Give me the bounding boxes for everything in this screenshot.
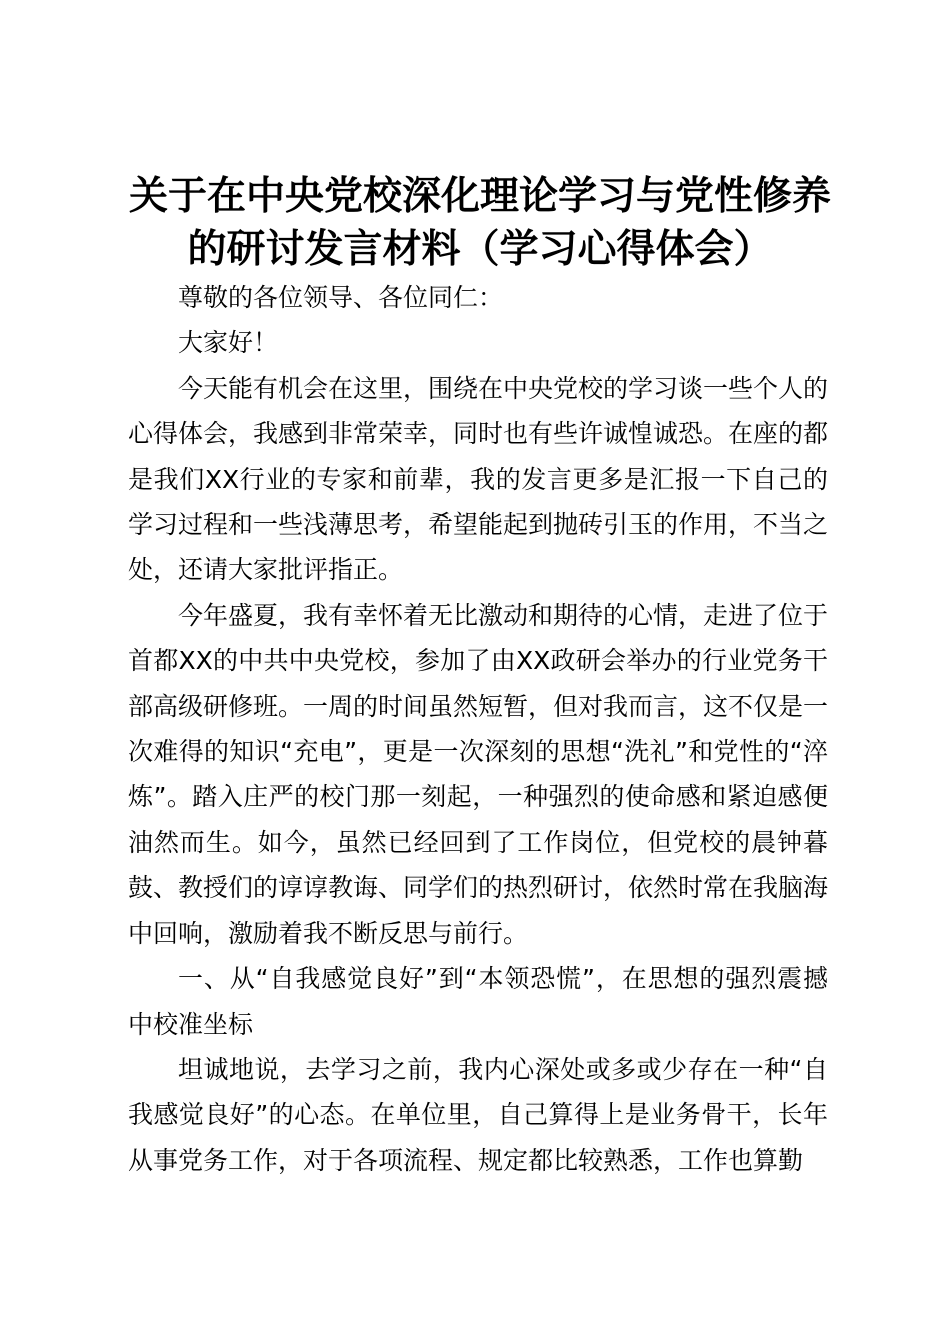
greeting: 大家好！ bbox=[178, 328, 279, 358]
salutation: 尊敬的各位领导、各位同仁： bbox=[178, 283, 504, 312]
body-paragraph: 坦诚地说，去学习之前，我内心深处或多或少存在一种“自我感觉良好”的心态。在单位里，自己算得上是业务骨干，长年从事党务工作，对于各项流程、规定都比较熟悉，工作也算勤 bbox=[128, 1054, 828, 1175]
body-paragraph: 今年盛夏，我有幸怀着无比激动和期待的心情，走进了位于首都XX的中共中央党校，参加了由XX政研会举办的行业党务干部高级研修班。一周的时间虽然短暂，但对我而言，这不仅是一次难得的知识“充电”，更是一次深刻的思想“洗礼”和党性的“淬炼”。踏入庄严的校门那一刻起，一种强烈的使命感和紧迫感便油然而生。如今，虽然已经回到了工作岗位，但党校的晨钟暮鼓、教授们的谆谆教诲、同学们的热烈研讨，依然时常在我脑海中回响，激励着我不断反思与前行。 bbox=[128, 600, 829, 948]
body-paragraph: 今天能有机会在这里，围绕在中央党校的学习谈一些个人的心得体会，我感到非常荣幸，同时也有些许诚惶诚恐。在座的都是我们XX行业的专家和前辈，我的发言更多是汇报一下自己的学习过程和一些浅薄思考，希望能起到抛砖引玉的作用，不当之处，还请大家批评指正。 bbox=[128, 373, 829, 585]
document-title: 关于在中央党校深化理论学习与党性修养的研讨发言材料（学习心得体会） bbox=[128, 174, 831, 272]
section-heading: 一、从“自我感觉良好”到“本领恐慌”，在思想的强烈震撼中校准坐标 bbox=[128, 964, 828, 1039]
document-body bbox=[128, 275, 828, 1183]
